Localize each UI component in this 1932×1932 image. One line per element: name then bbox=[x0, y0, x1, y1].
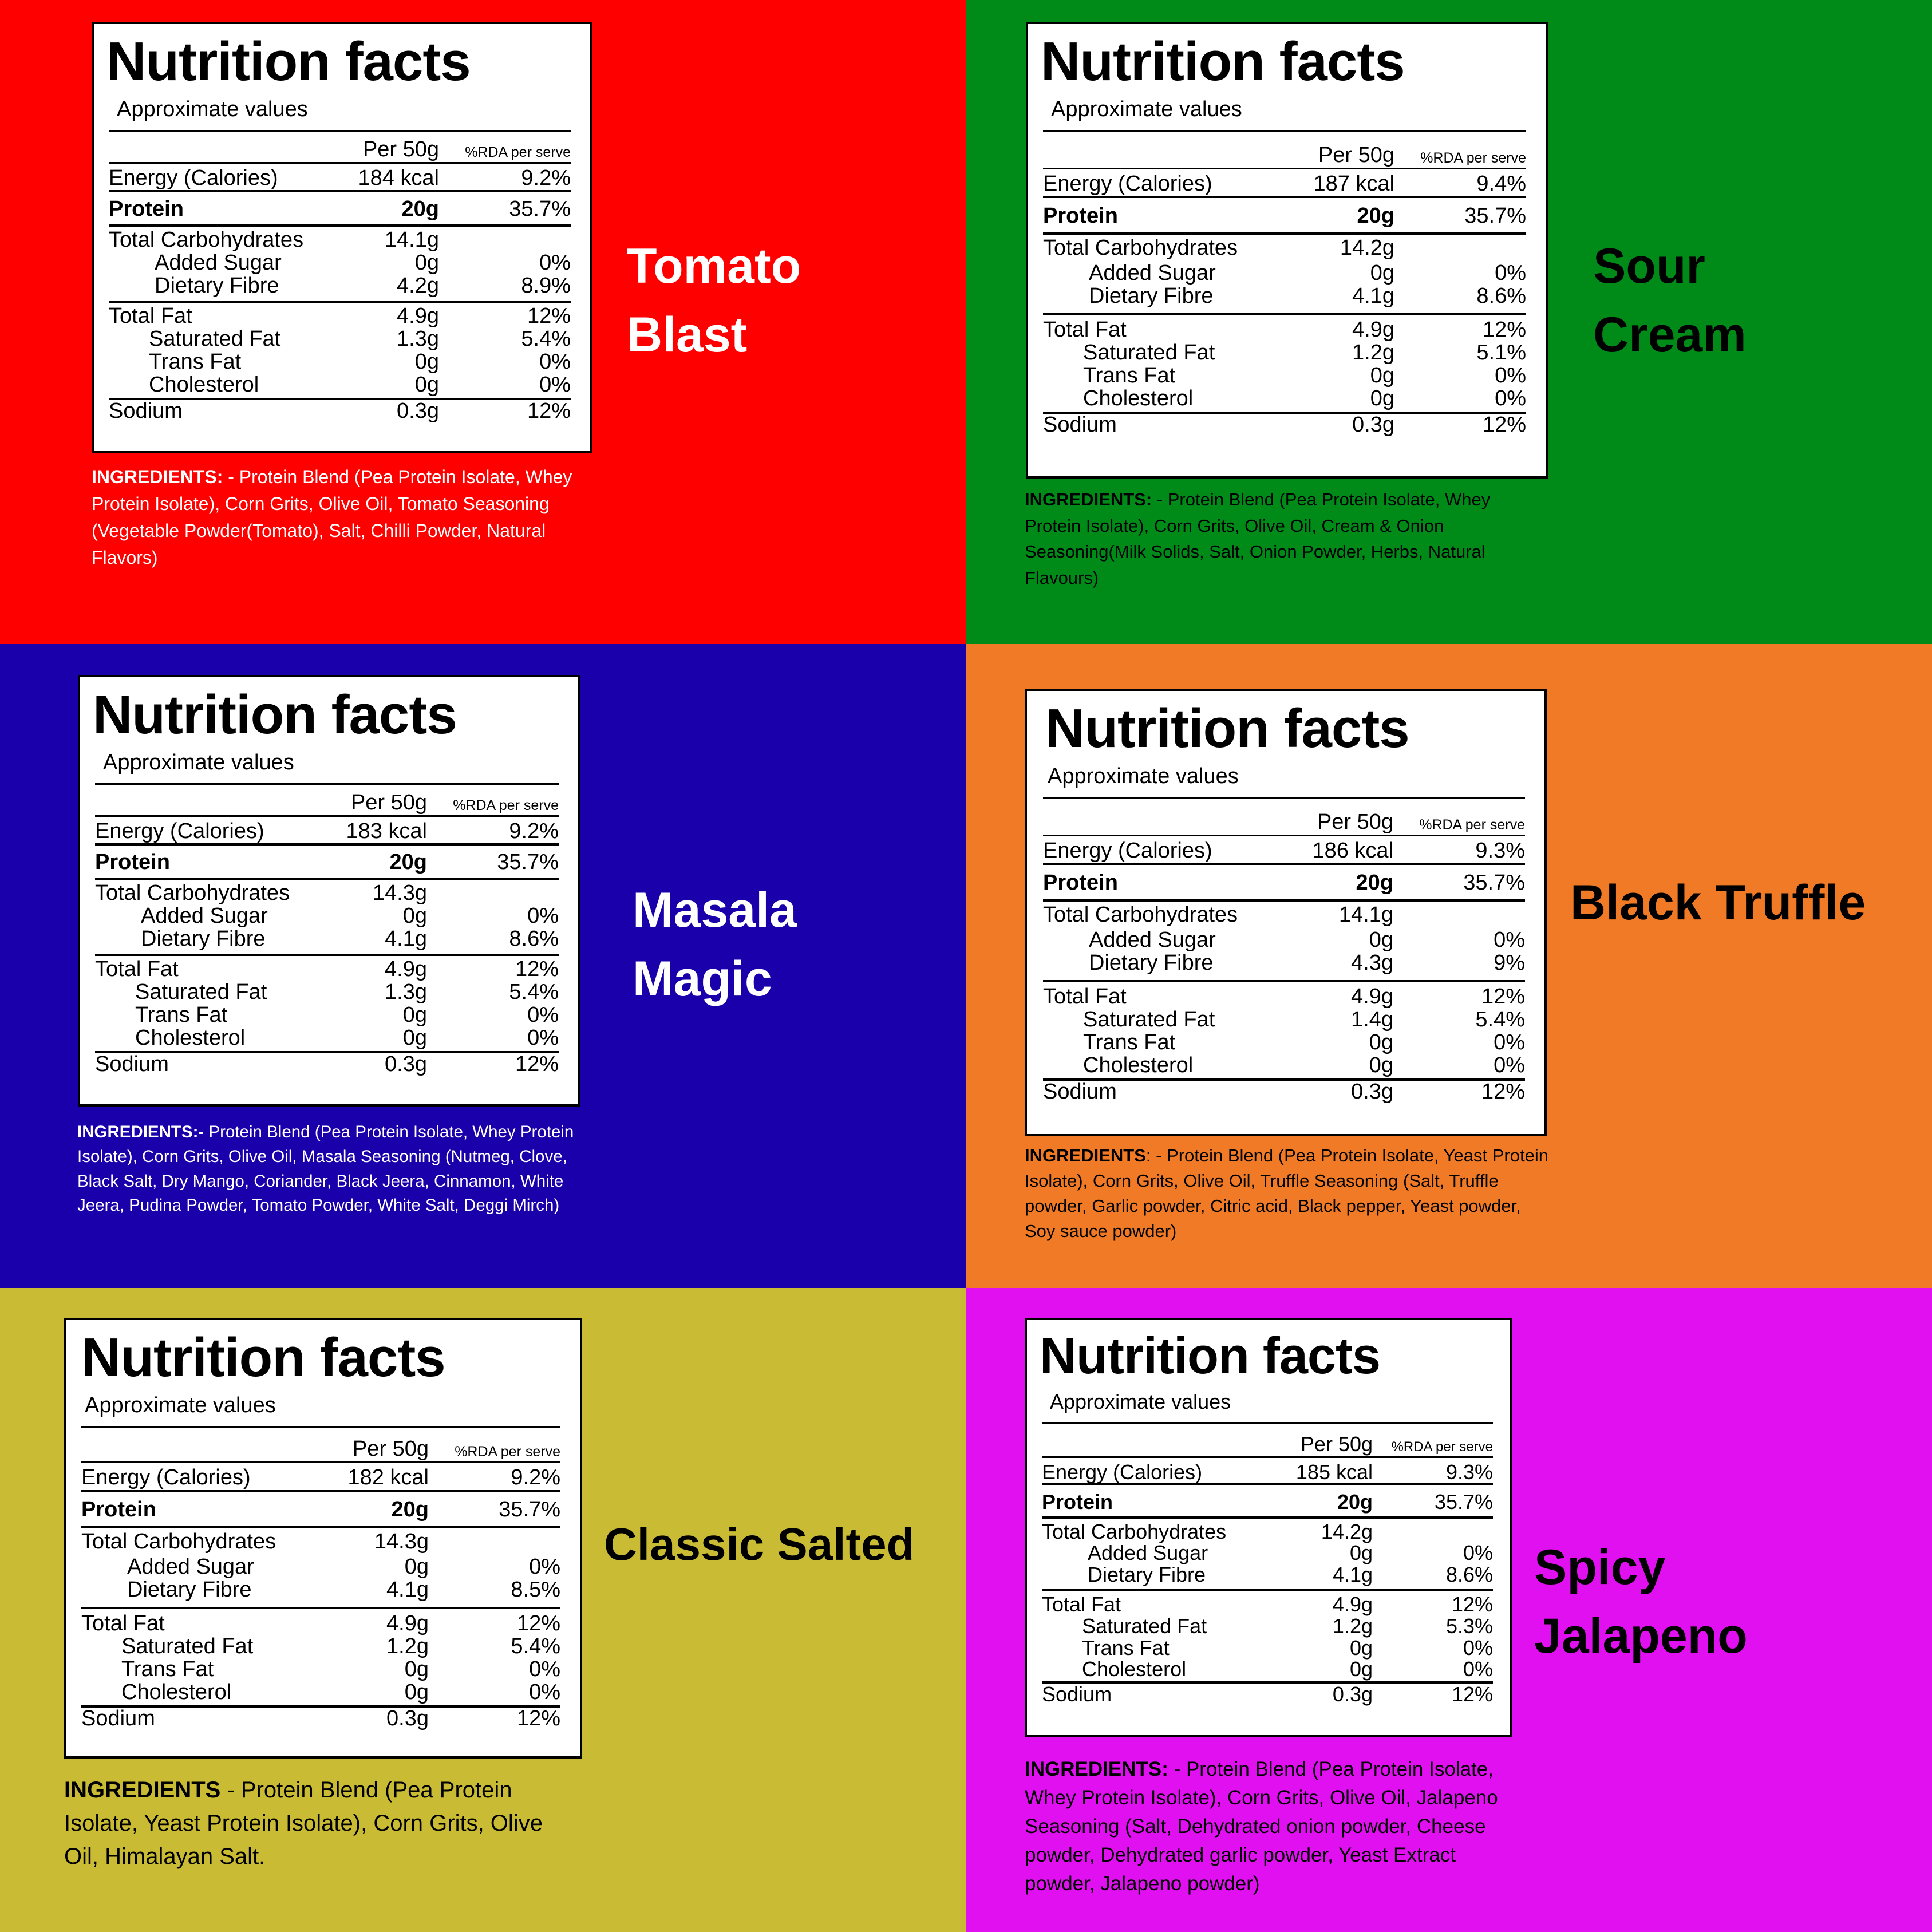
fat-rda: 12% bbox=[516, 1611, 560, 1636]
satfat-rda: 5.4% bbox=[511, 1634, 560, 1659]
sodium-value: 0.3g bbox=[1352, 413, 1394, 437]
satfat-value: 1.2g bbox=[1352, 341, 1394, 365]
sugar-label: Added Sugar bbox=[1089, 927, 1216, 952]
sugar-value: 0g bbox=[404, 1554, 429, 1579]
energy-value: 183 kcal bbox=[346, 819, 427, 843]
transfat-rda: 0% bbox=[1494, 1030, 1525, 1055]
satfat-rda: 5.4% bbox=[521, 327, 571, 351]
ingredients-text: : - Protein Blend (Pea Protein Isolate, Yeast Protein Isolate), Corn Grits, Olive Oil, Truffle Seasoning (Salt, Truffle powder, Garlic powder, Citric acid, Black pepper, Yeast powder, Soy sauce powder) bbox=[1025, 1145, 1548, 1242]
fat-value: 4.9g bbox=[1351, 985, 1393, 1009]
fibre-rda: 8.9% bbox=[521, 273, 571, 298]
ingredients-text: - Protein Blend (Pea Protein Isolate, Whey Protein Isolate), Corn Grits, Olive Oil, Cream & Onion Seasoning(Milk Solids, Salt, Onion Powder, Herbs, Natural Flavours) bbox=[1025, 489, 1491, 588]
fibre-rda: 8.6% bbox=[1445, 1563, 1493, 1587]
fibre-value: 4.1g bbox=[1352, 283, 1394, 308]
transfat-value: 0g bbox=[402, 1003, 427, 1028]
fibre-label: Dietary Fibre bbox=[127, 1577, 252, 1602]
nutrition-subtitle: Approximate values bbox=[1048, 764, 1239, 788]
ingredients-label: INGREDIENTS bbox=[1025, 1145, 1146, 1165]
nutrition-subtitle: Approximate values bbox=[85, 1393, 276, 1417]
fibre-label: Dietary Fibre bbox=[1089, 950, 1214, 975]
protein-value: 20g bbox=[391, 1497, 429, 1522]
sodium-value: 0.3g bbox=[1332, 1682, 1373, 1706]
sugar-label: Added Sugar bbox=[127, 1554, 254, 1579]
satfat-value: 1.4g bbox=[1351, 1008, 1393, 1032]
fat-rda: 12% bbox=[1482, 318, 1526, 342]
carbs-value: 14.2g bbox=[1321, 1519, 1373, 1543]
flavor-name bbox=[1593, 232, 1747, 370]
sodium-value: 0.3g bbox=[386, 1706, 429, 1731]
protein-rda: 35.7% bbox=[1463, 870, 1525, 895]
transfat-value: 0g bbox=[1370, 364, 1394, 388]
flavor-name-line1: Sour bbox=[1593, 239, 1705, 294]
sugar-value: 0g bbox=[1370, 260, 1394, 285]
protein-value: 20g bbox=[389, 850, 427, 874]
satfat-label: Saturated Fat bbox=[135, 980, 267, 1005]
nutrition-table bbox=[95, 783, 559, 1076]
carbs-value: 14.1g bbox=[384, 227, 439, 252]
chol-label: Cholesterol bbox=[1083, 386, 1194, 411]
protein-rda: 35.7% bbox=[1464, 203, 1526, 228]
protein-rda: 35.7% bbox=[499, 1497, 560, 1522]
transfat-value: 0g bbox=[404, 1657, 429, 1682]
chol-value: 0g bbox=[402, 1026, 427, 1050]
sugar-label: Added Sugar bbox=[1089, 260, 1216, 285]
ingredients-label: INGREDIENTS bbox=[64, 1777, 221, 1803]
flavor-name-line2: Magic bbox=[633, 951, 772, 1007]
sugar-value: 0g bbox=[1349, 1541, 1373, 1565]
satfat-rda: 5.4% bbox=[509, 980, 559, 1005]
sodium-rda: 12% bbox=[1481, 1080, 1525, 1104]
energy-rda: 9.3% bbox=[1445, 1460, 1493, 1484]
sodium-rda: 12% bbox=[527, 399, 571, 424]
satfat-value: 1.3g bbox=[385, 980, 427, 1005]
fat-rda: 12% bbox=[515, 957, 559, 982]
ingredients bbox=[77, 1120, 575, 1218]
sugar-rda: 0% bbox=[1495, 260, 1526, 285]
nutrition-title: Nutrition facts bbox=[106, 31, 471, 92]
sugar-rda: 0% bbox=[539, 250, 571, 275]
fat-label: Total Fat bbox=[1043, 318, 1127, 342]
satfat-label: Saturated Fat bbox=[149, 327, 281, 351]
satfat-label: Saturated Fat bbox=[121, 1634, 254, 1659]
nutrition-label bbox=[78, 675, 580, 1107]
sugar-value: 0g bbox=[1369, 927, 1393, 952]
sugar-value: 0g bbox=[402, 903, 427, 928]
chol-rda: 0% bbox=[527, 1026, 559, 1050]
fat-value: 4.9g bbox=[386, 1611, 429, 1636]
nutrition-label bbox=[64, 1318, 582, 1759]
fibre-label: Dietary Fibre bbox=[1089, 283, 1214, 308]
nutrition-subtitle: Approximate values bbox=[103, 750, 294, 775]
protein-label: Protein bbox=[1043, 870, 1118, 895]
fat-value: 4.9g bbox=[1332, 1592, 1373, 1616]
nutrition-table bbox=[81, 1426, 560, 1730]
ingredients bbox=[92, 464, 590, 571]
protein-value: 20g bbox=[1357, 203, 1394, 228]
energy-label: Energy (Calories) bbox=[1043, 172, 1212, 196]
nutrition-table bbox=[1043, 797, 1525, 1104]
fat-rda: 12% bbox=[1451, 1592, 1493, 1616]
satfat-label: Saturated Fat bbox=[1082, 1614, 1207, 1638]
energy-label: Energy (Calories) bbox=[81, 1465, 251, 1490]
chol-rda: 0% bbox=[1495, 386, 1526, 411]
flavor-name-line1: Masala bbox=[633, 883, 797, 938]
nutrition-title: Nutrition facts bbox=[1045, 698, 1409, 759]
transfat-label: Trans Fat bbox=[135, 1003, 228, 1028]
carbs-label: Total Carbohydrates bbox=[81, 1529, 276, 1554]
fibre-rda: 8.6% bbox=[509, 926, 559, 951]
nutrition-title: Nutrition facts bbox=[93, 684, 457, 745]
sodium-rda: 12% bbox=[516, 1706, 560, 1731]
flavor-name-line1: Black Truffle bbox=[1570, 875, 1866, 930]
protein-value: 20g bbox=[401, 196, 439, 221]
energy-rda: 9.2% bbox=[521, 166, 571, 190]
fat-label: Total Fat bbox=[1043, 985, 1127, 1009]
ingredients-text: - Protein Blend (Pea Protein Isolate, Whey Protein Isolate), Corn Grits, Olive Oil, Jalapeno Seasoning (Salt, Dehydrated onion powder, Cheese powder, Dehydrated garlic powder, Yeast Extract powder, Jalapeno powder) bbox=[1025, 1758, 1498, 1895]
chol-label: Cholesterol bbox=[135, 1026, 246, 1050]
fibre-label: Dietary Fibre bbox=[1088, 1563, 1206, 1587]
protein-rda: 35.7% bbox=[509, 196, 571, 221]
per-header: Per 50g bbox=[1317, 810, 1393, 834]
per-header: Per 50g bbox=[352, 1437, 429, 1461]
sodium-label: Sodium bbox=[1043, 1080, 1117, 1104]
carbs-value: 14.2g bbox=[1340, 235, 1394, 260]
flavor-name-line1: Spicy bbox=[1534, 1540, 1666, 1595]
ingredients-label: INGREDIENTS: bbox=[92, 467, 223, 487]
sugar-value: 0g bbox=[414, 250, 439, 275]
satfat-label: Saturated Fat bbox=[1083, 341, 1215, 365]
ingredients-label: INGREDIENTS: bbox=[1025, 1758, 1168, 1780]
ingredients bbox=[1025, 1755, 1523, 1898]
rda-header: %RDA per serve bbox=[1419, 817, 1525, 833]
sodium-label: Sodium bbox=[81, 1706, 155, 1731]
energy-value: 187 kcal bbox=[1313, 172, 1394, 196]
fibre-value: 4.1g bbox=[1332, 1563, 1373, 1587]
carbs-value: 14.1g bbox=[1338, 902, 1393, 927]
fat-value: 4.9g bbox=[1352, 318, 1394, 342]
panel-masala-magic bbox=[0, 644, 966, 1288]
chol-label: Cholesterol bbox=[1083, 1053, 1194, 1078]
transfat-rda: 0% bbox=[1463, 1635, 1493, 1660]
sodium-rda: 12% bbox=[1451, 1682, 1493, 1706]
panel-black-truffle bbox=[966, 644, 1932, 1288]
chol-label: Cholesterol bbox=[1082, 1657, 1187, 1681]
energy-value: 184 kcal bbox=[358, 166, 439, 190]
chol-label: Cholesterol bbox=[121, 1680, 232, 1705]
ingredients-text: - Protein Blend (Pea Protein Isolate, Whey Protein Isolate), Corn Grits, Olive Oil, Tomato Seasoning (Vegetable Powder(Tomato), Salt, Chilli Powder, Natural Flavors) bbox=[92, 467, 572, 568]
sodium-label: Sodium bbox=[109, 399, 183, 424]
nutrition-title: Nutrition facts bbox=[1041, 31, 1405, 92]
nutrition-title: Nutrition facts bbox=[81, 1327, 445, 1388]
energy-rda: 9.3% bbox=[1475, 839, 1525, 863]
fibre-value: 4.3g bbox=[1351, 950, 1393, 975]
carbs-label: Total Carbohydrates bbox=[1042, 1519, 1227, 1543]
per-header: Per 50g bbox=[1318, 143, 1394, 167]
nutrition-subtitle: Approximate values bbox=[1050, 1390, 1231, 1413]
fat-value: 4.9g bbox=[385, 957, 427, 982]
sodium-value: 0.3g bbox=[385, 1052, 427, 1077]
sodium-label: Sodium bbox=[95, 1052, 169, 1077]
carbs-value: 14.3g bbox=[374, 1529, 429, 1554]
satfat-value: 1.2g bbox=[1332, 1614, 1373, 1638]
transfat-label: Trans Fat bbox=[1082, 1635, 1170, 1660]
transfat-value: 0g bbox=[414, 350, 439, 374]
flavor-name bbox=[1534, 1533, 1748, 1671]
fat-rda: 12% bbox=[527, 304, 571, 329]
per-header: Per 50g bbox=[1300, 1432, 1373, 1456]
sodium-rda: 12% bbox=[515, 1052, 559, 1077]
protein-rda: 35.7% bbox=[1434, 1490, 1493, 1514]
chol-value: 0g bbox=[1370, 386, 1394, 411]
nutrition-label bbox=[1026, 22, 1548, 479]
transfat-value: 0g bbox=[1349, 1635, 1373, 1660]
ingredients-label: INGREDIENTS:- bbox=[77, 1123, 204, 1141]
fibre-value: 4.1g bbox=[386, 1577, 429, 1602]
per-header: Per 50g bbox=[350, 791, 427, 815]
fat-label: Total Fat bbox=[95, 957, 179, 982]
rda-header: %RDA per serve bbox=[1420, 150, 1526, 166]
rda-header: %RDA per serve bbox=[465, 144, 571, 160]
sugar-rda: 0% bbox=[529, 1554, 560, 1579]
transfat-rda: 0% bbox=[527, 1003, 559, 1028]
nutrition-table bbox=[109, 130, 571, 423]
transfat-rda: 0% bbox=[539, 350, 571, 374]
transfat-label: Trans Fat bbox=[149, 350, 242, 374]
carbs-label: Total Carbohydrates bbox=[1043, 902, 1238, 927]
protein-label: Protein bbox=[1042, 1490, 1113, 1514]
nutrition-table bbox=[1042, 1422, 1493, 1705]
panel-sour-cream bbox=[966, 0, 1932, 644]
sodium-value: 0.3g bbox=[397, 399, 439, 424]
energy-value: 186 kcal bbox=[1312, 839, 1393, 863]
ingredients bbox=[1025, 487, 1540, 591]
ingredients-text: - Protein Blend (Pea Protein Isolate, Yeast Protein Isolate), Corn Grits, Olive Oil, Himalayan Salt. bbox=[64, 1777, 543, 1869]
fibre-rda: 8.5% bbox=[511, 1577, 560, 1602]
carbs-label: Total Carbohydrates bbox=[95, 880, 290, 905]
nutrition-title: Nutrition facts bbox=[1040, 1327, 1381, 1385]
fibre-value: 4.1g bbox=[385, 926, 427, 951]
panel-tomato-blast bbox=[0, 0, 966, 644]
energy-label: Energy (Calories) bbox=[1042, 1460, 1203, 1484]
sugar-rda: 0% bbox=[1494, 927, 1525, 952]
sugar-rda: 0% bbox=[1463, 1541, 1493, 1565]
satfat-rda: 5.1% bbox=[1476, 341, 1526, 365]
fibre-rda: 9% bbox=[1494, 950, 1525, 975]
protein-rda: 35.7% bbox=[497, 850, 559, 874]
satfat-rda: 5.3% bbox=[1445, 1614, 1493, 1638]
rda-header: %RDA per serve bbox=[1391, 1439, 1493, 1455]
sugar-label: Added Sugar bbox=[155, 250, 282, 275]
fat-label: Total Fat bbox=[109, 304, 192, 329]
protein-label: Protein bbox=[95, 850, 170, 874]
sugar-label: Added Sugar bbox=[1088, 1541, 1208, 1565]
nutrition-label bbox=[1025, 689, 1547, 1136]
carbs-label: Total Carbohydrates bbox=[109, 227, 304, 252]
panel-spicy-jalapeno bbox=[966, 1288, 1932, 1932]
per-header: Per 50g bbox=[362, 137, 439, 161]
chol-rda: 0% bbox=[1494, 1053, 1525, 1078]
nutrition-label bbox=[92, 22, 592, 453]
flavor-name bbox=[1570, 868, 1866, 937]
satfat-label: Saturated Fat bbox=[1083, 1008, 1215, 1032]
sodium-label: Sodium bbox=[1042, 1682, 1112, 1706]
nutrition-subtitle: Approximate values bbox=[117, 97, 308, 121]
fat-value: 4.9g bbox=[397, 304, 439, 329]
flavor-name bbox=[633, 876, 797, 1014]
fibre-value: 4.2g bbox=[397, 273, 439, 298]
flavor-name-line2: Jalapeno bbox=[1534, 1609, 1748, 1664]
sodium-rda: 12% bbox=[1482, 413, 1526, 437]
protein-value: 20g bbox=[1337, 1490, 1373, 1514]
flavor-name-line2: Blast bbox=[627, 307, 748, 363]
rda-header: %RDA per serve bbox=[453, 797, 559, 813]
ingredients-label: INGREDIENTS: bbox=[1025, 489, 1152, 509]
flavor-name-line1: Tomato bbox=[627, 239, 801, 294]
panel-classic-salted bbox=[0, 1288, 966, 1932]
fibre-rda: 8.6% bbox=[1476, 283, 1526, 308]
carbs-value: 14.3g bbox=[372, 880, 427, 905]
energy-value: 185 kcal bbox=[1295, 1460, 1373, 1484]
energy-rda: 9.2% bbox=[511, 1465, 560, 1490]
chol-rda: 0% bbox=[1463, 1657, 1493, 1681]
ingredients-text: Protein Blend (Pea Protein Isolate, Whey Protein Isolate), Corn Grits, Olive Oil, Masala Seasoning (Nutmeg, Clove, Black Salt, Dry Mango, Coriander, Black Jeera, Cinnamon, White Jeera, Pudina Powder, Tomato Powder, White Salt, Deggi Mirch) bbox=[77, 1123, 574, 1215]
sugar-rda: 0% bbox=[527, 903, 559, 928]
carbs-label: Total Carbohydrates bbox=[1043, 235, 1238, 260]
transfat-rda: 0% bbox=[1495, 364, 1526, 388]
chol-value: 0g bbox=[1369, 1053, 1393, 1078]
sugar-label: Added Sugar bbox=[141, 903, 268, 928]
flavor-name-line2: Cream bbox=[1593, 307, 1747, 363]
fat-label: Total Fat bbox=[1042, 1592, 1121, 1616]
flavor-name-line1: Classic Salted bbox=[604, 1519, 915, 1570]
transfat-value: 0g bbox=[1369, 1030, 1393, 1055]
transfat-label: Trans Fat bbox=[121, 1657, 214, 1682]
protein-value: 20g bbox=[1356, 870, 1393, 895]
satfat-value: 1.3g bbox=[397, 327, 439, 351]
energy-label: Energy (Calories) bbox=[95, 819, 264, 843]
chol-rda: 0% bbox=[539, 373, 571, 397]
sodium-value: 0.3g bbox=[1351, 1080, 1393, 1104]
protein-label: Protein bbox=[81, 1497, 156, 1522]
fat-rda: 12% bbox=[1481, 985, 1525, 1009]
rda-header: %RDA per serve bbox=[455, 1444, 560, 1460]
protein-label: Protein bbox=[1043, 203, 1118, 228]
flavor-name bbox=[604, 1512, 915, 1577]
transfat-rda: 0% bbox=[529, 1657, 560, 1682]
satfat-value: 1.2g bbox=[386, 1634, 429, 1659]
energy-label: Energy (Calories) bbox=[1043, 839, 1212, 863]
ingredients bbox=[1025, 1143, 1551, 1244]
chol-value: 0g bbox=[414, 373, 439, 397]
satfat-rda: 5.4% bbox=[1475, 1008, 1525, 1032]
energy-rda: 9.2% bbox=[509, 819, 559, 843]
sodium-label: Sodium bbox=[1043, 413, 1117, 437]
energy-value: 182 kcal bbox=[347, 1465, 429, 1490]
chol-value: 0g bbox=[1349, 1657, 1373, 1681]
nutrition-subtitle: Approximate values bbox=[1051, 97, 1242, 121]
transfat-label: Trans Fat bbox=[1083, 364, 1176, 388]
fibre-label: Dietary Fibre bbox=[141, 926, 266, 951]
fibre-label: Dietary Fibre bbox=[155, 273, 279, 298]
nutrition-table bbox=[1043, 130, 1526, 437]
chol-rda: 0% bbox=[529, 1680, 560, 1705]
energy-label: Energy (Calories) bbox=[109, 166, 278, 190]
chol-label: Cholesterol bbox=[149, 373, 259, 397]
ingredients bbox=[64, 1773, 579, 1873]
fat-label: Total Fat bbox=[81, 1611, 165, 1636]
flavor-name bbox=[627, 232, 801, 370]
chol-value: 0g bbox=[404, 1680, 429, 1705]
transfat-label: Trans Fat bbox=[1083, 1030, 1176, 1055]
energy-rda: 9.4% bbox=[1476, 172, 1526, 196]
protein-label: Protein bbox=[109, 196, 184, 221]
nutrition-label bbox=[1025, 1318, 1512, 1737]
